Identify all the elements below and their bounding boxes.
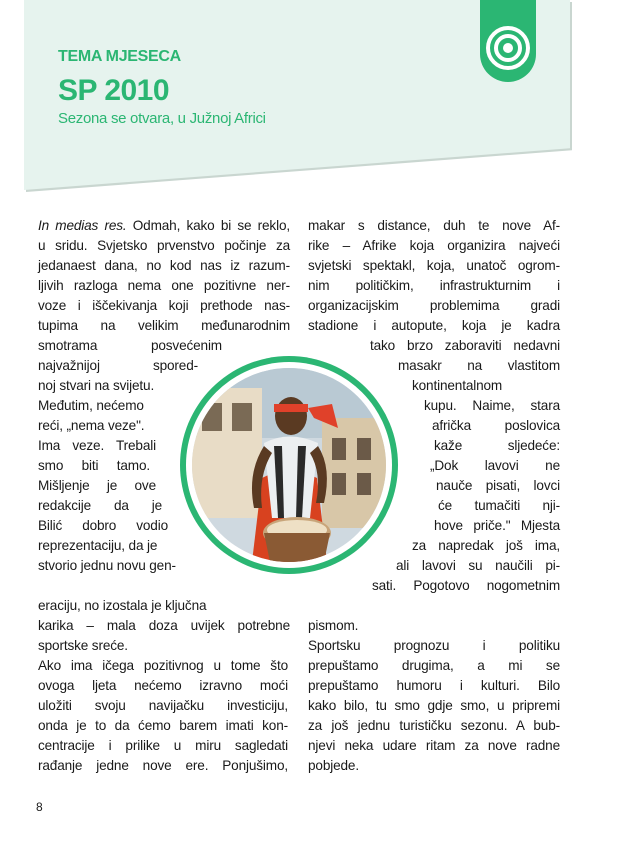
left-column-text-line: reći, „nema veze". (38, 418, 145, 433)
right-column-text-line: „Dok lavovi ne (430, 458, 560, 473)
left-column-text-line: Ako ima ičega pozitivnog u tome što (38, 658, 288, 673)
right-column-text-line: nauče pisati, lovci (436, 478, 560, 493)
left-column-text-line: noj stvari na svijetu. (38, 378, 155, 393)
right-column-text-line: kako bilo, tu smo gdje smo, u pripremi (308, 698, 560, 713)
page-number: 8 (36, 800, 43, 814)
left-column-text-line: centracije i prilike u miru sagledati (38, 738, 288, 753)
left-column-text-line: Mišljenje je ove (38, 478, 156, 493)
left-column-text-line: voze i iščekivanja koji prethode nas- (38, 298, 290, 313)
left-column-text-line: reprezentaciju, da je (38, 538, 158, 553)
right-column-text-line: hove priče." Mjesta (434, 518, 560, 533)
left-column-text-line: uložiti svoju navijačku investiciju, (38, 698, 288, 713)
right-column-text-line: stadione i autopute, koja je kadra (308, 318, 560, 333)
right-column-text-line: će tumačiti nji- (438, 498, 560, 513)
right-column-text-line: pismom. (308, 618, 359, 633)
left-column-text-line: redakcije da je (38, 498, 162, 513)
left-column-text-line: tupima na velikim međunarodnim (38, 318, 290, 333)
right-column-text-line: nim političkim, infrastrukturnim i (308, 278, 560, 293)
right-column-text-line: makar s distance, duh te nove Af- (308, 218, 560, 233)
left-column-text-line: smotrama posvećenim (38, 338, 222, 353)
right-column-text-line: ali lavovi su naučili pi- (396, 558, 560, 573)
right-column-text-line: prepuštamo drugima, a mi se (308, 658, 560, 673)
right-column-text-line: za napredak još ima, (412, 538, 560, 553)
left-column-text-line: rađanje jedne nove ere. Ponjušimo, (38, 758, 288, 773)
left-column-text-line: ljivih razloga nema one pozitivne ner- (38, 278, 290, 293)
section-kicker: TEMA MJESECA (58, 48, 181, 65)
right-column-text-line: organizacijskim problemima gradi (308, 298, 560, 313)
right-column-text-line: pobjede. (308, 758, 359, 773)
left-column-text-line: stvorio jednu novu gen- (38, 558, 176, 573)
right-column-text-line: tako brzo zaboraviti nedavni (370, 338, 560, 353)
left-column-text-line: karika – mala doza uvijek potrebne (38, 618, 290, 633)
left-column-text-line: ovoga ljeta nećemo izravno moći (38, 678, 288, 693)
target-icon (486, 26, 530, 70)
right-column-text-line: masakr na vlastitom (398, 358, 560, 373)
right-column-text-line: Sportsku prognozu i politiku (308, 638, 560, 653)
right-column-text-line: afrička poslovica (432, 418, 560, 433)
right-column-text-line: sati. Pogotovo nogometnim (372, 578, 560, 593)
right-column-text-line: kupu. Naime, stara (424, 398, 560, 413)
right-column-text-line: kontinentalnom (412, 378, 503, 393)
left-column-text-line: najvažnijoj spored- (38, 358, 198, 373)
left-column-text-line: jedanaest dana, no kod nas iz razum- (38, 258, 290, 273)
left-column-text-line: Međutim, nećemo (38, 398, 144, 413)
article-title: SP 2010 (58, 74, 170, 107)
right-column-text-line: rike – Afrike koja organizira najveći (308, 238, 560, 253)
right-column-text-line: njevi neka udare ritam za nove radne (308, 738, 560, 753)
section-tab (480, 0, 536, 82)
left-column-text-line: onda je to da ćemo barem imati kon- (38, 718, 288, 733)
left-column-text-line: smo biti tamo. (38, 458, 150, 473)
right-column-text-line: svjetski spektakl, koja, unatoč ogrom- (308, 258, 560, 273)
article-subtitle: Sezona se otvara, u Južnoj Africi (58, 110, 266, 127)
drummer-photo (192, 368, 386, 562)
left-column-text-line: u sridu. Svjetsko prvenstvo počinje za (38, 238, 290, 253)
photo-frame (180, 356, 398, 574)
left-column-text-line: Ima veze. Trebali (38, 438, 156, 453)
left-column-text-line: Bilić dobro vodio (38, 518, 168, 533)
right-column-text-line: kaže sljedeće: (434, 438, 560, 453)
right-column-text-line: za još jednu turističku sezonu. A bub- (308, 718, 560, 733)
right-column-text-line: prepuštamo humoru i kulturi. Bilo (308, 678, 560, 693)
left-column-text-line: In medias res. Odmah, kako bi se reklo, (38, 218, 290, 233)
left-column-text-line: sportske sreće. (38, 638, 128, 653)
left-column-text-line: eraciju, no izostala je ključna (38, 598, 207, 613)
